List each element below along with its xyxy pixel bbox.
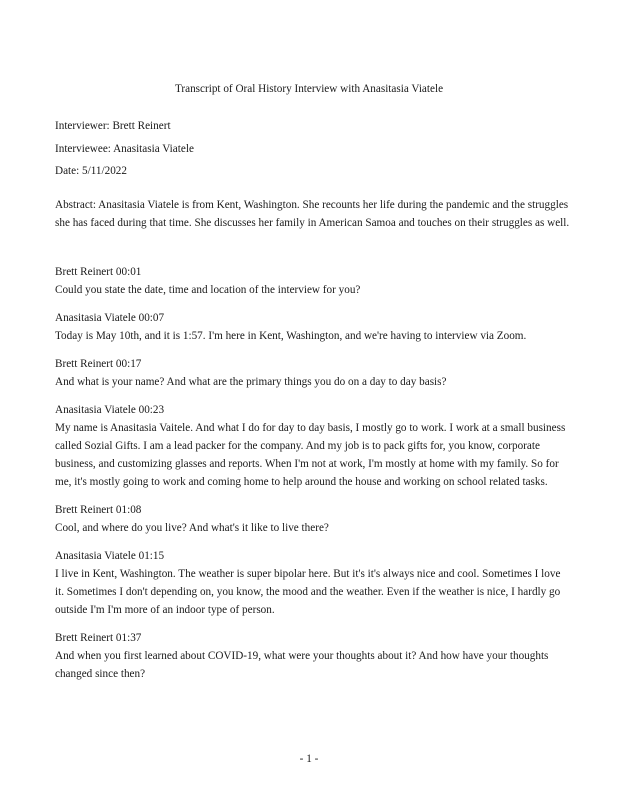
- abstract: Abstract: Anasitasia Viatele is from Kent, Washington. She recounts her life during the pandemic and the struggles she has faced during that time. She discusses her family in American Samoa and touches on their struggles as well.: [55, 199, 570, 229]
- speaker-label: Anasitasia Viatele 00:23: [55, 404, 165, 416]
- utterance-text: Could you state the date, time and location of the interview for you?: [55, 284, 361, 296]
- transcript-turn: [55, 263, 570, 299]
- utterance-text: My name is Anasitasia Vaitele. And what I do for day to day basis, I mostly go to work. I work at a small business called Sozial Gifts. I am a lead packer for the company. And my job is to pack gifts for, you know, corporate business, and customizing glasses and reports. When I'm not at work, I'm mostly at home with my family. So for me, it's mostly going to work and coming home to help around the house and working on school related tasks.: [55, 422, 566, 488]
- speaker-label: Brett Reinert 00:01: [55, 266, 142, 278]
- speaker-label: Brett Reinert 01:37: [55, 632, 142, 644]
- speaker-label: Anasitasia Viatele 01:15: [55, 550, 165, 562]
- transcript-turn: [55, 355, 570, 391]
- speaker-label: Brett Reinert 00:17: [55, 358, 142, 370]
- utterance-text: Cool, and where do you live? And what's it like to live there?: [55, 522, 329, 534]
- date-text: Date: 5/11/2022: [55, 165, 127, 177]
- date-line: [55, 162, 565, 186]
- interviewee-text: Interviewee: Anasitasia Viatele: [55, 143, 194, 155]
- page-number: - 1 -: [299, 753, 319, 765]
- transcript-turn: [55, 501, 570, 537]
- interviewer-line: [55, 117, 565, 141]
- transcript-turn: [55, 629, 570, 683]
- utterance-text: And when you first learned about COVID-19, what were your thoughts about it? And how have your thoughts changed since then?: [55, 650, 549, 680]
- utterance-text: I live in Kent, Washington. The weather is super bipolar here. But it's it's always nice and cool. Sometimes I love it. Sometimes I don't depending on, you know, the mood and the weather. Even if the weather is nice, I hardly go outside I'm I'm more of an indoor type of person.: [55, 568, 561, 616]
- transcript-turn: [55, 309, 570, 345]
- utterance-text: Today is May 10th, and it is 1:57. I'm here in Kent, Washington, and we're having to interview via Zoom.: [55, 330, 527, 342]
- transcript-turn: [55, 401, 570, 491]
- interviewer-text: Interviewer: Brett Reinert: [55, 120, 171, 132]
- transcript-body: [55, 263, 570, 693]
- speaker-label: Brett Reinert 01:08: [55, 504, 142, 516]
- speaker-label: Anasitasia Viatele 00:07: [55, 312, 165, 324]
- document-title: Transcript of Oral History Interview with Anasitasia Viatele: [174, 83, 444, 95]
- transcript-turn: [55, 547, 570, 619]
- utterance-text: And what is your name? And what are the primary things you do on a day to day basis?: [55, 376, 447, 388]
- interviewee-line: [55, 140, 565, 164]
